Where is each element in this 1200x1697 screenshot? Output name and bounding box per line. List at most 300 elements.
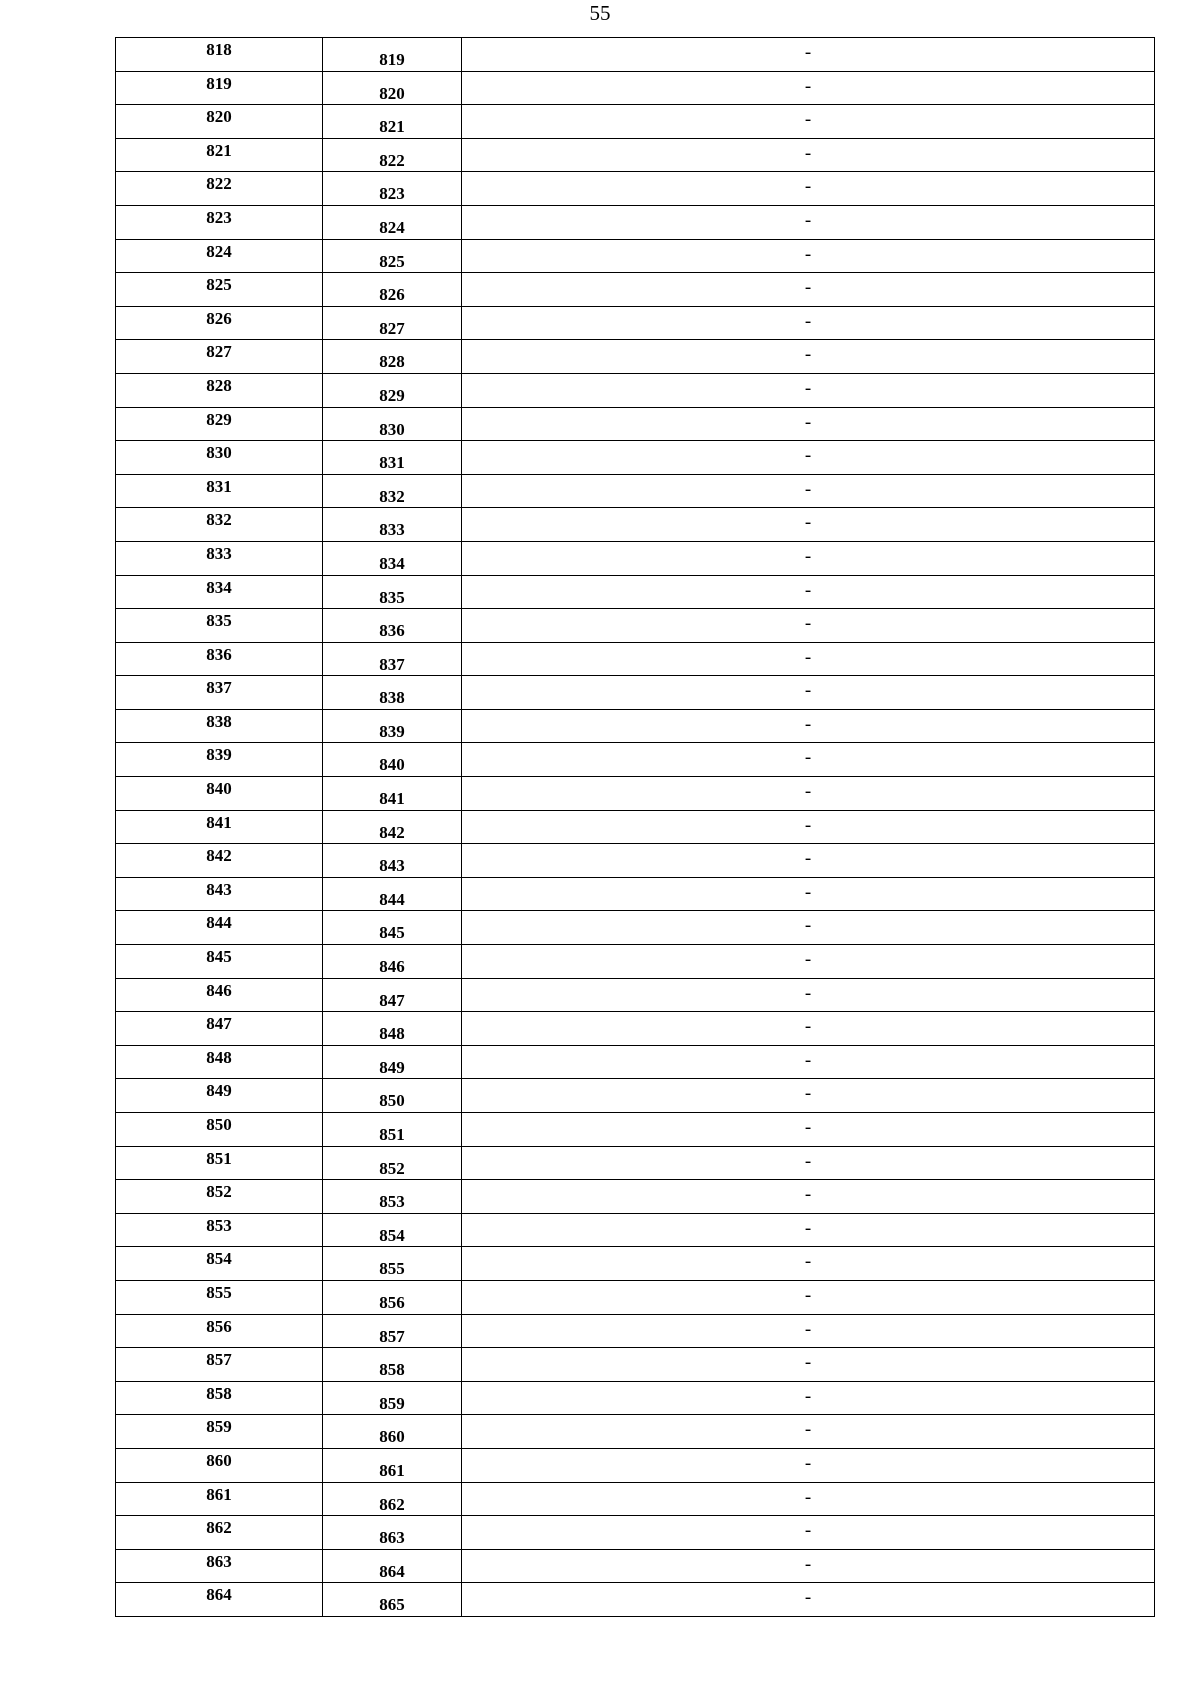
table-row <box>116 508 1155 542</box>
third-column-cell <box>462 642 1155 676</box>
third-column-cell <box>462 1180 1155 1214</box>
second-column-cell-text: 837 <box>379 654 405 674</box>
second-column-cell <box>323 978 462 1012</box>
third-column-cell-text: - <box>804 949 812 971</box>
first-column-cell-text: 840 <box>206 779 232 799</box>
first-column-cell-text: 837 <box>206 678 232 698</box>
table-row <box>116 1314 1155 1348</box>
second-column-cell-text: 858 <box>379 1360 405 1380</box>
table-row <box>116 676 1155 710</box>
first-column-cell <box>116 340 323 374</box>
second-column-cell-text: 852 <box>379 1158 405 1178</box>
second-column-cell-text: 833 <box>379 520 405 540</box>
second-column-cell-text: 860 <box>379 1427 405 1447</box>
first-column-cell <box>116 1583 323 1617</box>
third-column-cell-text: - <box>804 209 812 231</box>
second-column-cell <box>323 810 462 844</box>
table-row <box>116 709 1155 743</box>
third-column-cell-text: - <box>804 445 812 467</box>
page-number: 55 <box>589 1 611 25</box>
second-column-cell <box>323 844 462 878</box>
first-column-cell-text: 832 <box>206 510 232 530</box>
first-column-cell-text: 852 <box>206 1182 232 1202</box>
first-column-cell-text: 829 <box>206 409 232 429</box>
second-column-cell-text: 822 <box>379 150 405 170</box>
table-row <box>116 441 1155 475</box>
table-row <box>116 1079 1155 1113</box>
third-column-cell <box>462 1583 1155 1617</box>
second-column-cell-text: 855 <box>379 1259 405 1279</box>
first-column-cell <box>116 1381 323 1415</box>
first-column-cell <box>116 743 323 777</box>
table-row <box>116 1247 1155 1281</box>
second-column-cell <box>323 1549 462 1583</box>
first-column-cell-text: 823 <box>206 207 232 227</box>
third-column-cell-text: - <box>804 109 812 131</box>
second-column-cell-text: 826 <box>379 285 405 305</box>
second-column-cell-text: 847 <box>379 990 405 1010</box>
second-column-cell <box>323 877 462 911</box>
third-column-cell <box>462 340 1155 374</box>
table-row <box>116 239 1155 273</box>
second-column-cell <box>323 38 462 72</box>
third-column-cell <box>462 1045 1155 1079</box>
second-column-cell <box>323 676 462 710</box>
third-column-cell-text: - <box>804 142 812 164</box>
third-column-cell <box>462 1213 1155 1247</box>
table-row <box>116 205 1155 239</box>
third-column-cell-text: - <box>804 1150 812 1172</box>
first-column-cell-text: 831 <box>206 476 232 496</box>
first-column-cell-text: 850 <box>206 1115 232 1134</box>
third-column-cell <box>462 441 1155 475</box>
second-column-cell-text: 863 <box>379 1528 405 1548</box>
third-column-cell <box>462 306 1155 340</box>
second-column-cell-text: 819 <box>379 50 405 69</box>
table-row <box>116 945 1155 979</box>
first-column-cell <box>116 1280 323 1314</box>
second-column-cell-text: 846 <box>379 957 405 977</box>
second-column-cell-text: 843 <box>379 856 405 876</box>
third-column-cell <box>462 743 1155 777</box>
third-column-cell <box>462 508 1155 542</box>
table-row <box>116 1348 1155 1382</box>
third-column-cell-text: - <box>804 411 812 433</box>
third-column-cell <box>462 777 1155 811</box>
second-column-cell-text: 864 <box>379 1561 405 1581</box>
first-column-cell-text: 859 <box>206 1417 232 1437</box>
table-row <box>116 777 1155 811</box>
third-column-cell-text: - <box>804 478 812 500</box>
first-column-cell-text: 853 <box>206 1215 232 1235</box>
first-column-cell-text: 861 <box>206 1484 232 1504</box>
first-column-cell-text: 851 <box>206 1148 232 1168</box>
first-column-cell <box>116 1045 323 1079</box>
second-column-cell-text: 836 <box>379 621 405 641</box>
table-row <box>116 1045 1155 1079</box>
second-column-cell <box>323 172 462 206</box>
second-column-cell-text: 824 <box>379 217 405 237</box>
table-row <box>116 1583 1155 1617</box>
first-column-cell <box>116 407 323 441</box>
third-column-cell-text: - <box>804 1385 812 1407</box>
third-column-cell <box>462 1381 1155 1415</box>
second-column-cell <box>323 709 462 743</box>
first-column-cell-text: 838 <box>206 711 232 731</box>
first-column-cell-text: 854 <box>206 1249 232 1269</box>
second-column-cell-text: 834 <box>379 553 405 573</box>
second-column-cell <box>323 1348 462 1382</box>
first-column-cell <box>116 508 323 542</box>
first-column-cell-text: 839 <box>206 745 232 765</box>
third-column-cell <box>462 709 1155 743</box>
first-column-cell-text: 856 <box>206 1316 232 1336</box>
third-column-cell <box>462 1146 1155 1180</box>
third-column-cell <box>462 474 1155 508</box>
second-column-cell <box>323 1180 462 1214</box>
second-column-cell <box>323 407 462 441</box>
first-column-cell-text: 855 <box>206 1282 232 1302</box>
third-column-cell <box>462 1516 1155 1550</box>
second-column-cell-text: 829 <box>379 385 405 405</box>
third-column-cell <box>462 911 1155 945</box>
first-column-cell-text: 822 <box>206 174 232 194</box>
table-row <box>116 1180 1155 1214</box>
second-column-cell <box>323 1113 462 1147</box>
third-column-cell <box>462 1280 1155 1314</box>
first-column-cell-text: 842 <box>206 846 232 866</box>
third-column-cell <box>462 810 1155 844</box>
table-row <box>116 138 1155 172</box>
second-column-cell <box>323 508 462 542</box>
second-column-cell <box>323 71 462 105</box>
third-column-cell-text: - <box>804 512 812 534</box>
table-row <box>116 373 1155 407</box>
second-column-cell-text: 845 <box>379 923 405 943</box>
third-column-cell-text: - <box>804 1083 812 1105</box>
third-column-cell-text: - <box>804 1251 812 1273</box>
first-column-cell <box>116 1012 323 1046</box>
first-column-cell <box>116 1247 323 1281</box>
second-column-cell <box>323 1583 462 1617</box>
second-column-cell-text: 825 <box>379 251 405 271</box>
third-column-cell <box>462 877 1155 911</box>
table-row <box>116 810 1155 844</box>
table-row <box>116 38 1155 72</box>
first-column-cell <box>116 1348 323 1382</box>
table-row <box>116 1012 1155 1046</box>
table-row <box>116 474 1155 508</box>
first-column-cell <box>116 777 323 811</box>
table-row <box>116 609 1155 643</box>
third-column-cell <box>462 71 1155 105</box>
table-row <box>116 1213 1155 1247</box>
third-column-cell <box>462 978 1155 1012</box>
third-column-cell-text: - <box>804 848 812 870</box>
second-column-cell-text: 865 <box>379 1595 405 1615</box>
second-column-cell <box>323 743 462 777</box>
second-column-cell <box>323 1146 462 1180</box>
table-row <box>116 978 1155 1012</box>
second-column-cell <box>323 575 462 609</box>
first-column-cell-text: 864 <box>206 1585 232 1605</box>
first-column-cell <box>116 474 323 508</box>
first-column-cell <box>116 1448 323 1482</box>
second-column-cell-text: 838 <box>379 688 405 708</box>
table-row <box>116 575 1155 609</box>
table-row <box>116 340 1155 374</box>
first-column-cell <box>116 541 323 575</box>
third-column-cell-text: - <box>804 1486 812 1508</box>
second-column-cell-text: 841 <box>379 789 405 809</box>
table-row <box>116 407 1155 441</box>
table-row <box>116 1113 1155 1147</box>
second-column-cell <box>323 340 462 374</box>
second-column-cell-text: 853 <box>379 1192 405 1212</box>
first-column-cell <box>116 945 323 979</box>
first-column-cell-text: 834 <box>206 577 232 597</box>
third-column-cell-text: - <box>804 42 812 63</box>
third-column-cell-text: - <box>804 646 812 668</box>
first-column-cell-text: 862 <box>206 1518 232 1538</box>
third-column-cell <box>462 676 1155 710</box>
first-column-cell <box>116 273 323 307</box>
second-column-cell <box>323 441 462 475</box>
third-column-cell-text: - <box>804 1520 812 1542</box>
second-column-cell <box>323 777 462 811</box>
second-column-cell-text: 854 <box>379 1225 405 1245</box>
third-column-cell <box>462 609 1155 643</box>
second-column-cell-text: 823 <box>379 184 405 204</box>
first-column-cell <box>116 71 323 105</box>
third-column-cell <box>462 273 1155 307</box>
first-column-cell-text: 845 <box>206 947 232 967</box>
first-column-cell-text: 833 <box>206 543 232 563</box>
second-column-cell <box>323 273 462 307</box>
table-row <box>116 642 1155 676</box>
third-column-cell-text: - <box>804 1419 812 1441</box>
first-column-cell <box>116 642 323 676</box>
first-column-cell <box>116 1415 323 1449</box>
first-column-cell-text: 841 <box>206 812 232 832</box>
third-column-cell-text: - <box>804 747 812 769</box>
first-column-cell-text: 835 <box>206 611 232 631</box>
first-column-cell <box>116 1180 323 1214</box>
second-column-cell-text: 848 <box>379 1024 405 1044</box>
second-column-cell-text: 856 <box>379 1292 405 1312</box>
third-column-cell-text: - <box>804 1587 812 1609</box>
third-column-cell <box>462 541 1155 575</box>
second-column-cell <box>323 1012 462 1046</box>
first-column-cell <box>116 373 323 407</box>
table-row <box>116 1516 1155 1550</box>
table-row <box>116 1415 1155 1449</box>
first-column-cell <box>116 172 323 206</box>
second-column-cell <box>323 105 462 139</box>
second-column-cell-text: 839 <box>379 721 405 741</box>
second-column-cell <box>323 474 462 508</box>
third-column-cell-text: - <box>804 1184 812 1206</box>
first-column-cell-text: 848 <box>206 1047 232 1067</box>
first-column-cell <box>116 1549 323 1583</box>
third-column-cell <box>462 1415 1155 1449</box>
third-column-cell-text: - <box>804 680 812 702</box>
second-column-cell <box>323 1516 462 1550</box>
third-column-cell-text: - <box>804 176 812 198</box>
first-column-cell-text: 836 <box>206 644 232 664</box>
second-column-cell-text: 842 <box>379 822 405 842</box>
first-column-cell-text: 860 <box>206 1450 232 1470</box>
third-column-cell-text: - <box>804 915 812 937</box>
first-column-cell <box>116 911 323 945</box>
first-column-cell-text: 828 <box>206 375 232 395</box>
first-column-cell-text: 821 <box>206 140 232 160</box>
first-column-cell-text: 827 <box>206 342 232 362</box>
third-column-cell-text: - <box>804 1553 812 1575</box>
second-column-cell-text: 832 <box>379 486 405 506</box>
second-column-cell-text: 830 <box>379 419 405 439</box>
second-column-cell-text: 859 <box>379 1393 405 1413</box>
second-column-cell <box>323 1280 462 1314</box>
table-row <box>116 172 1155 206</box>
first-column-cell <box>116 609 323 643</box>
second-column-cell-text: 851 <box>379 1125 405 1144</box>
table-row <box>116 743 1155 777</box>
third-column-cell-text: - <box>804 613 812 635</box>
second-column-cell <box>323 1381 462 1415</box>
third-column-cell-text: - <box>804 377 812 399</box>
third-column-cell-text: - <box>804 545 812 567</box>
third-column-cell-text: - <box>804 814 812 836</box>
second-column-cell-text: 862 <box>379 1494 405 1514</box>
table-row <box>116 877 1155 911</box>
second-column-cell <box>323 541 462 575</box>
third-column-cell-text: - <box>804 344 812 366</box>
third-column-cell <box>462 373 1155 407</box>
third-column-cell-text: - <box>804 713 812 735</box>
table-row <box>116 1280 1155 1314</box>
third-column-cell <box>462 172 1155 206</box>
third-column-cell <box>462 1348 1155 1382</box>
first-column-cell <box>116 1113 323 1147</box>
third-column-cell <box>462 844 1155 878</box>
second-column-cell-text: 828 <box>379 352 405 372</box>
second-column-cell <box>323 911 462 945</box>
first-column-cell-text: 825 <box>206 275 232 295</box>
second-column-cell-text: 840 <box>379 755 405 775</box>
third-column-cell-text: - <box>804 1284 812 1306</box>
third-column-cell-text: - <box>804 277 812 299</box>
first-column-cell <box>116 978 323 1012</box>
second-column-cell <box>323 1415 462 1449</box>
first-column-cell <box>116 877 323 911</box>
third-column-cell <box>462 38 1155 72</box>
first-column-cell <box>116 306 323 340</box>
third-column-cell <box>462 239 1155 273</box>
table-row <box>116 105 1155 139</box>
second-column-cell <box>323 1314 462 1348</box>
third-column-cell-text: - <box>804 1049 812 1071</box>
first-column-cell <box>116 709 323 743</box>
third-column-cell <box>462 1482 1155 1516</box>
third-column-cell <box>462 1012 1155 1046</box>
table-row <box>116 911 1155 945</box>
first-column-cell <box>116 575 323 609</box>
first-column-cell <box>116 1079 323 1113</box>
second-column-cell <box>323 138 462 172</box>
third-column-cell-text: - <box>804 881 812 903</box>
third-column-cell <box>462 1549 1155 1583</box>
third-column-cell-text: - <box>804 1452 812 1474</box>
second-column-cell <box>323 1247 462 1281</box>
first-column-cell <box>116 441 323 475</box>
first-column-cell <box>116 1146 323 1180</box>
third-column-cell-text: - <box>804 982 812 1004</box>
first-column-cell-text: 858 <box>206 1383 232 1403</box>
second-column-cell <box>323 1448 462 1482</box>
table-row <box>116 306 1155 340</box>
table-row <box>116 1549 1155 1583</box>
second-column-cell <box>323 373 462 407</box>
first-column-cell <box>116 844 323 878</box>
second-column-cell <box>323 239 462 273</box>
third-column-cell-text: - <box>804 1016 812 1038</box>
second-column-cell-text: 835 <box>379 587 405 607</box>
third-column-cell <box>462 138 1155 172</box>
third-column-cell <box>462 105 1155 139</box>
first-column-cell-text: 849 <box>206 1081 232 1101</box>
third-column-cell <box>462 407 1155 441</box>
third-column-cell-text: - <box>804 310 812 332</box>
third-column-cell <box>462 575 1155 609</box>
table-row <box>116 1381 1155 1415</box>
first-column-cell-text: 819 <box>206 73 232 93</box>
first-column-cell <box>116 1482 323 1516</box>
third-column-cell-text: - <box>804 1352 812 1374</box>
third-column-cell-text: - <box>804 75 812 97</box>
second-column-cell <box>323 306 462 340</box>
first-column-cell-text: 847 <box>206 1014 232 1034</box>
first-column-cell-text: 826 <box>206 308 232 328</box>
table-row <box>116 844 1155 878</box>
first-column-cell <box>116 138 323 172</box>
third-column-cell <box>462 1314 1155 1348</box>
second-column-cell-text: 821 <box>379 117 405 137</box>
first-column-cell <box>116 1516 323 1550</box>
second-column-cell <box>323 609 462 643</box>
second-column-cell-text: 820 <box>379 83 405 103</box>
table-row <box>116 71 1155 105</box>
table-row <box>116 1146 1155 1180</box>
first-column-cell-text: 843 <box>206 879 232 899</box>
second-column-cell-text: 850 <box>379 1091 405 1111</box>
first-column-cell-text: 818 <box>206 40 232 59</box>
third-column-cell <box>462 1113 1155 1147</box>
first-column-cell <box>116 105 323 139</box>
second-column-cell <box>323 205 462 239</box>
first-column-cell-text: 844 <box>206 913 232 933</box>
table-body <box>116 38 1155 1617</box>
first-column-cell-text: 824 <box>206 241 232 261</box>
second-column-cell <box>323 1482 462 1516</box>
third-column-cell-text: - <box>804 243 812 265</box>
table-row <box>116 273 1155 307</box>
first-column-cell <box>116 239 323 273</box>
third-column-cell <box>462 205 1155 239</box>
second-column-cell-text: 849 <box>379 1057 405 1077</box>
first-column-cell-text: 830 <box>206 443 232 463</box>
first-column-cell <box>116 676 323 710</box>
